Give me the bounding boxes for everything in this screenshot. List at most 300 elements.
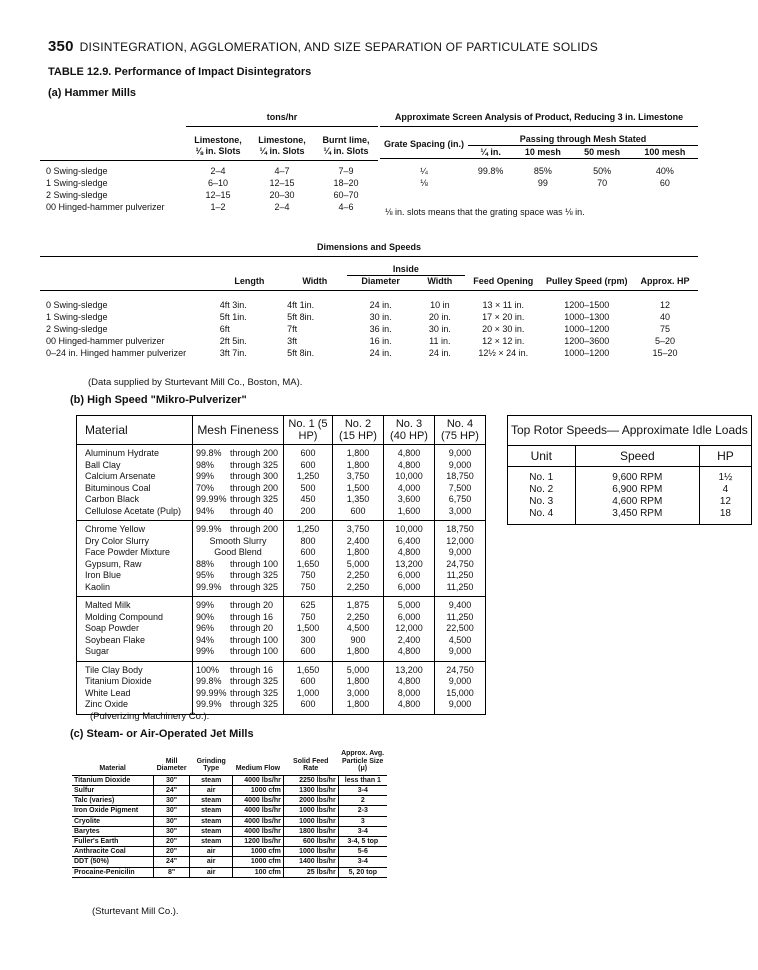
mesh-fineness bbox=[193, 460, 284, 472]
capacity-value: 11,250 bbox=[435, 612, 486, 624]
dimension-column-header: Width bbox=[283, 276, 346, 291]
screen-analysis-table bbox=[380, 108, 698, 189]
fineness-percent: 99.8% bbox=[196, 676, 222, 686]
jet-material: Cryolite bbox=[72, 816, 153, 826]
capacity-value: 600 bbox=[284, 676, 333, 688]
dimension-column-header: Length bbox=[216, 276, 283, 291]
table-row bbox=[508, 467, 752, 485]
jet-feed: 1800 lbs/hr bbox=[283, 826, 338, 836]
fineness-percent: 94% bbox=[196, 505, 215, 516]
jet-type: steam bbox=[190, 826, 233, 836]
fineness-mesh: through 100 bbox=[230, 558, 279, 569]
rotor-speed: 4,600 RPM bbox=[575, 496, 700, 508]
tons-value: 12–15 bbox=[269, 178, 295, 188]
fineness-mesh: through 100 bbox=[230, 634, 279, 645]
mill-name: 1 Swing-sledge bbox=[46, 178, 108, 188]
dimension-column-header: Diameter bbox=[347, 276, 415, 291]
rotor-speed: 3,450 RPM bbox=[575, 508, 700, 525]
hammer-mill-capacity-table bbox=[40, 108, 378, 213]
dimension-value: 4ft 1in. bbox=[287, 300, 315, 310]
table-row bbox=[40, 311, 698, 323]
mesh-column-header: 50 mesh bbox=[573, 146, 632, 159]
fineness-mesh: through 300 bbox=[230, 471, 279, 481]
capacity-value: 15,000 bbox=[435, 688, 486, 700]
passing-value: 50% bbox=[593, 166, 612, 176]
section-a-source: (Data supplied by Sturtevant Mill Co., Boston, MA). bbox=[88, 377, 303, 388]
fineness-mesh: Good Blend bbox=[214, 547, 262, 557]
jet-type: steam bbox=[190, 806, 233, 816]
dimension-value: 20 × 30 in. bbox=[482, 324, 525, 334]
tons-value: 12–15 bbox=[205, 190, 231, 200]
table-row bbox=[77, 445, 486, 460]
table-row bbox=[72, 847, 387, 857]
capacity-value: 4,800 bbox=[384, 676, 435, 688]
rotor-hp: 18 bbox=[700, 508, 752, 525]
jet-feed: 2000 lbs/hr bbox=[283, 796, 338, 806]
page-number: 350 bbox=[48, 38, 74, 55]
rotor-hp: 1½ bbox=[700, 467, 752, 485]
fineness-percent: 99.99% bbox=[196, 494, 227, 504]
capacity-value: 9,000 bbox=[435, 646, 486, 661]
fineness-mesh: through 200 bbox=[230, 448, 279, 458]
passing-value: 99 bbox=[537, 178, 548, 188]
jet-diameter: 20" bbox=[153, 847, 190, 857]
table-row bbox=[72, 796, 387, 806]
jet-type: steam bbox=[190, 796, 233, 806]
capacity-value: 4,800 bbox=[384, 646, 435, 661]
dimension-value: 17 × 20 in. bbox=[482, 312, 525, 322]
mill-name: 0–24 in. Hinged hammer pulverizer bbox=[46, 348, 187, 358]
passing-value: 99.8% bbox=[477, 166, 504, 176]
capacity-value: 2,250 bbox=[333, 570, 384, 582]
dimension-value: 1000–1200 bbox=[564, 324, 610, 334]
tons-value: 4–7 bbox=[274, 166, 290, 176]
mesh-fineness bbox=[193, 688, 284, 700]
mesh-fineness bbox=[193, 506, 284, 521]
table-row bbox=[77, 635, 486, 647]
material-name: Chrome Yellow bbox=[77, 521, 193, 536]
dimension-value: 7ft bbox=[287, 324, 298, 334]
jet-column-header: Medium Flow bbox=[235, 765, 281, 773]
material-name: Soybean Flake bbox=[85, 634, 146, 645]
jet-size: 3-4 bbox=[338, 826, 387, 836]
table-row bbox=[77, 688, 486, 700]
mesh-fineness bbox=[193, 582, 284, 597]
capacity-value: 4,800 bbox=[384, 460, 435, 472]
jet-material: Titanium Dioxide bbox=[72, 775, 153, 785]
fineness-mesh: Smooth Slurry bbox=[209, 535, 267, 546]
tons-value: 1–2 bbox=[210, 202, 226, 212]
capacity-value: 2,400 bbox=[384, 635, 435, 647]
mikro-column-header: No. 4 (75 HP) bbox=[435, 416, 486, 445]
jet-flow: 1000 cfm bbox=[233, 857, 284, 867]
fineness-percent: 99.8% bbox=[196, 448, 222, 458]
mikro-pulverizer-table bbox=[76, 415, 486, 715]
mesh-fineness bbox=[193, 494, 284, 506]
fineness-mesh: through 200 bbox=[230, 524, 279, 534]
table-row bbox=[77, 646, 486, 661]
rotor-speed: 9,600 RPM bbox=[575, 467, 700, 485]
material-name: Bituminous Coal bbox=[85, 482, 151, 493]
mesh-fineness bbox=[193, 521, 284, 536]
capacity-value: 750 bbox=[284, 582, 333, 597]
passing-group-header: Passing through Mesh Stated bbox=[468, 127, 698, 146]
material-name: Dry Color Slurry bbox=[85, 535, 150, 546]
jet-feed: 1000 lbs/hr bbox=[283, 806, 338, 816]
jet-feed: 1300 lbs/hr bbox=[283, 785, 338, 795]
rotor-hp: 4 bbox=[700, 484, 752, 496]
jet-flow: 1000 cfm bbox=[233, 785, 284, 795]
capacity-value: 3,600 bbox=[384, 494, 435, 506]
capacity-value: 24,750 bbox=[435, 559, 486, 571]
fineness-percent: 96% bbox=[196, 623, 215, 633]
passing-value: 70 bbox=[597, 178, 608, 188]
mesh-column-header: 10 mesh bbox=[513, 146, 572, 159]
capacity-value: 3,750 bbox=[333, 471, 384, 483]
table-row bbox=[77, 521, 486, 536]
dimensions-table bbox=[40, 238, 698, 359]
material-name: Aluminum Hydrate bbox=[85, 448, 160, 458]
capacity-value: 600 bbox=[284, 646, 333, 661]
rotor-column-header: Speed bbox=[575, 446, 700, 467]
mesh-fineness bbox=[193, 646, 284, 661]
capacity-value: 13,200 bbox=[384, 559, 435, 571]
dimension-value: 3ft bbox=[287, 336, 298, 346]
jet-column-header: Mill Diameter bbox=[156, 757, 187, 773]
capacity-value: 4,000 bbox=[384, 483, 435, 495]
jet-diameter: 8" bbox=[153, 867, 190, 877]
table-row bbox=[72, 816, 387, 826]
mill-name: 0 Swing-sledge bbox=[46, 166, 108, 176]
material-name: Face Powder Mixture bbox=[85, 547, 171, 557]
jet-size: less than 1 bbox=[338, 775, 387, 785]
jet-material: Talc (varies) bbox=[72, 796, 153, 806]
jet-diameter: 30" bbox=[153, 806, 190, 816]
capacity-value: 8,000 bbox=[384, 688, 435, 700]
dimension-value: 40 bbox=[660, 312, 671, 322]
jet-feed: 1400 lbs/hr bbox=[283, 857, 338, 867]
capacity-value: 5,000 bbox=[333, 661, 384, 676]
fineness-percent: 70% bbox=[196, 482, 215, 493]
fineness-percent: 90% bbox=[196, 611, 215, 622]
capacity-value: 6,750 bbox=[435, 494, 486, 506]
table-row bbox=[77, 536, 486, 548]
tons-group-header: tons/hr bbox=[186, 108, 378, 127]
mesh-fineness bbox=[193, 559, 284, 571]
mesh-column-header: 100 mesh bbox=[632, 146, 698, 159]
mesh-fineness bbox=[193, 483, 284, 495]
mill-name: 1 Swing-sledge bbox=[46, 312, 108, 322]
material-name: Calcium Arsenate bbox=[85, 471, 156, 481]
capacity-value: 1,800 bbox=[333, 646, 384, 661]
dimension-value: 24 in. bbox=[369, 348, 392, 358]
table-row bbox=[77, 661, 486, 676]
jet-flow: 1000 cfm bbox=[233, 847, 284, 857]
capacity-value: 4,800 bbox=[384, 445, 435, 460]
material-name: Kaolin bbox=[85, 581, 111, 592]
capacity-value: 4,800 bbox=[384, 699, 435, 714]
mikro-column-header: No. 1 (5 HP) bbox=[284, 416, 333, 445]
capacity-value: 600 bbox=[284, 547, 333, 559]
mikro-column-header: Material bbox=[77, 416, 193, 445]
mill-header-spacer bbox=[40, 127, 186, 161]
table-row bbox=[40, 189, 378, 201]
capacity-value: 7,500 bbox=[435, 483, 486, 495]
table-row bbox=[77, 494, 486, 506]
material-name: Zinc Oxide bbox=[85, 699, 129, 709]
capacity-value: 10,000 bbox=[384, 471, 435, 483]
table-row bbox=[72, 867, 387, 877]
capacity-value: 900 bbox=[333, 635, 384, 647]
table-row bbox=[77, 471, 486, 483]
fineness-percent: 99.99% bbox=[196, 687, 227, 698]
jet-size: 3-4, 5 top bbox=[338, 837, 387, 847]
screen-analysis-title: Approximate Screen Analysis of Product, Reducing 3 in. Limestone bbox=[380, 108, 698, 127]
material-name: Carbon Black bbox=[85, 494, 140, 504]
capacity-value: 1,250 bbox=[284, 471, 333, 483]
fineness-mesh: through 16 bbox=[230, 611, 274, 622]
dimension-value: 12 bbox=[660, 300, 671, 310]
tons-value: 7–9 bbox=[338, 166, 354, 176]
jet-flow: 100 cfm bbox=[233, 867, 284, 877]
jet-size: 3 bbox=[338, 816, 387, 826]
tons-value: 18–20 bbox=[333, 178, 359, 188]
capacity-value: 600 bbox=[284, 460, 333, 472]
capacity-value: 1,350 bbox=[333, 494, 384, 506]
tons-column-header: Limestone, ⅛ in. Slots bbox=[186, 127, 250, 161]
capacity-value: 3,000 bbox=[435, 506, 486, 521]
dimension-value: 13 × 11 in. bbox=[482, 300, 525, 310]
screen-note: ⅛ in. slots means that the grating space was ⅛ in. bbox=[385, 207, 585, 217]
capacity-value: 6,400 bbox=[384, 536, 435, 548]
capacity-value: 1,000 bbox=[284, 688, 333, 700]
jet-feed: 600 lbs/hr bbox=[283, 837, 338, 847]
capacity-value: 5,000 bbox=[333, 559, 384, 571]
fineness-percent: 95% bbox=[196, 570, 215, 580]
capacity-value: 300 bbox=[284, 635, 333, 647]
table-row bbox=[380, 177, 698, 189]
table-row bbox=[508, 484, 752, 496]
passing-value: 60 bbox=[659, 178, 670, 188]
capacity-value: 2,250 bbox=[333, 582, 384, 597]
dimension-value: 6ft bbox=[219, 324, 230, 334]
jet-flow: 4000 lbs/hr bbox=[233, 796, 284, 806]
table-row bbox=[77, 547, 486, 559]
running-title: DISINTEGRATION, AGGLOMERATION, AND SIZE SEPARATION OF PARTICULATE SOLIDS bbox=[79, 40, 598, 54]
capacity-value: 18,750 bbox=[435, 521, 486, 536]
capacity-value: 1,800 bbox=[333, 676, 384, 688]
tons-value: 6–10 bbox=[207, 178, 229, 188]
table-row bbox=[77, 623, 486, 635]
dimension-value: 12½ × 24 in. bbox=[478, 348, 529, 358]
table-row bbox=[77, 582, 486, 597]
fineness-mesh: through 200 bbox=[230, 482, 279, 493]
dimension-value: 4ft 3in. bbox=[219, 300, 247, 310]
capacity-value: 600 bbox=[333, 506, 384, 521]
passing-value: 85% bbox=[533, 166, 552, 176]
capacity-value: 600 bbox=[284, 445, 333, 460]
table-row bbox=[508, 496, 752, 508]
fineness-mesh: through 40 bbox=[230, 505, 274, 516]
mesh-column-header: ¼ in. bbox=[468, 146, 513, 159]
tons-value: 4–6 bbox=[338, 202, 354, 212]
jet-feed: 25 lbs/hr bbox=[283, 867, 338, 877]
capacity-value: 1,250 bbox=[284, 521, 333, 536]
jet-flow: 1200 lbs/hr bbox=[233, 837, 284, 847]
material-name: Molding Compound bbox=[85, 611, 164, 622]
capacity-value: 1,600 bbox=[384, 506, 435, 521]
table-row bbox=[40, 161, 378, 178]
dimension-value: 12 × 12 in. bbox=[482, 336, 525, 346]
dimension-column-header: Feed Opening bbox=[465, 276, 541, 291]
jet-material: Fuller's Earth bbox=[72, 837, 153, 847]
table-row bbox=[72, 806, 387, 816]
jet-size: 3-4 bbox=[338, 785, 387, 795]
mesh-fineness bbox=[193, 570, 284, 582]
rotor-speeds-title: Top Rotor Speeds— Approximate Idle Loads bbox=[508, 416, 752, 446]
inside-group-header: Inside bbox=[347, 257, 466, 276]
section-b-heading: (b) High Speed "Mikro-Pulverizer" bbox=[70, 394, 247, 406]
jet-size: 5-6 bbox=[338, 847, 387, 857]
jet-feed: 2250 lbs/hr bbox=[283, 775, 338, 785]
mesh-fineness bbox=[193, 547, 284, 559]
jet-size: 3-4 bbox=[338, 857, 387, 867]
dimension-value: 5ft 1in. bbox=[219, 312, 247, 322]
dimension-value: 30 in. bbox=[428, 324, 451, 334]
table-row bbox=[77, 570, 486, 582]
capacity-value: 22,500 bbox=[435, 623, 486, 635]
table-row bbox=[40, 323, 698, 335]
mill-name: 00 Hinged-hammer pulverizer bbox=[46, 202, 165, 212]
dimension-value: 5–20 bbox=[655, 336, 676, 346]
capacity-value: 12,000 bbox=[435, 536, 486, 548]
capacity-value: 3,000 bbox=[333, 688, 384, 700]
mill-name: 2 Swing-sledge bbox=[46, 190, 108, 200]
capacity-value: 200 bbox=[284, 506, 333, 521]
material-name: Sugar bbox=[85, 646, 110, 656]
fineness-mesh: through 20 bbox=[230, 623, 274, 633]
capacity-value: 9,000 bbox=[435, 699, 486, 714]
mesh-fineness bbox=[193, 623, 284, 635]
mesh-fineness bbox=[193, 597, 284, 612]
capacity-value: 10,000 bbox=[384, 521, 435, 536]
capacity-value: 800 bbox=[284, 536, 333, 548]
jet-flow: 4000 lbs/hr bbox=[233, 806, 284, 816]
dimension-column-header: Pulley Speed (rpm) bbox=[541, 276, 632, 291]
fineness-percent: 99.9% bbox=[196, 699, 222, 709]
dimension-value: 3ft 7in. bbox=[219, 348, 247, 358]
rotor-speeds-table bbox=[507, 415, 752, 525]
capacity-value: 450 bbox=[284, 494, 333, 506]
tons-value: 2–4 bbox=[274, 202, 290, 212]
table-row bbox=[380, 159, 698, 178]
table-row bbox=[77, 597, 486, 612]
jet-material: Iron Oxide Pigment bbox=[72, 806, 153, 816]
capacity-value: 6,000 bbox=[384, 582, 435, 597]
jet-diameter: 24" bbox=[153, 857, 190, 867]
mesh-fineness bbox=[193, 676, 284, 688]
section-c-heading: (c) Steam- or Air-Operated Jet Mills bbox=[70, 728, 254, 740]
tons-value: 20–30 bbox=[269, 190, 295, 200]
jet-diameter: 30" bbox=[153, 816, 190, 826]
fineness-percent: 88% bbox=[196, 558, 215, 569]
jet-size: 2 bbox=[338, 796, 387, 806]
fineness-mesh: through 325 bbox=[230, 570, 279, 580]
table-row bbox=[40, 335, 698, 347]
rotor-unit: No. 2 bbox=[529, 484, 554, 495]
dimension-value: 1000–1200 bbox=[564, 348, 610, 358]
jet-type: steam bbox=[190, 837, 233, 847]
capacity-value: 11,250 bbox=[435, 582, 486, 597]
jet-type: air bbox=[190, 847, 233, 857]
mill-name: 00 Hinged-hammer pulverizer bbox=[46, 336, 165, 346]
dimension-value: 1200–3600 bbox=[564, 336, 610, 346]
mesh-fineness bbox=[193, 471, 284, 483]
table-row bbox=[77, 612, 486, 624]
mill-header-spacer bbox=[40, 276, 216, 291]
capacity-value: 1,800 bbox=[333, 445, 384, 460]
dimension-value: 24 in. bbox=[428, 348, 451, 358]
jet-flow: 4000 lbs/hr bbox=[233, 775, 284, 785]
dimension-value: 20 in. bbox=[428, 312, 451, 322]
capacity-value: 6,000 bbox=[384, 612, 435, 624]
capacity-value: 2,250 bbox=[333, 612, 384, 624]
table-row bbox=[77, 483, 486, 495]
jet-diameter: 30" bbox=[153, 775, 190, 785]
fineness-mesh: through 16 bbox=[230, 664, 274, 675]
dimension-value: 2ft 5in. bbox=[219, 336, 247, 346]
jet-material: Barytes bbox=[72, 826, 153, 836]
passing-value: 40% bbox=[655, 166, 674, 176]
rotor-column-header: HP bbox=[700, 446, 752, 467]
table-row bbox=[77, 506, 486, 521]
table-row bbox=[72, 775, 387, 785]
capacity-value: 6,000 bbox=[384, 570, 435, 582]
section-b-source: (Pulverizing Machinery Co.). bbox=[90, 711, 210, 722]
fineness-mesh: through 20 bbox=[230, 600, 274, 610]
capacity-value: 1,650 bbox=[284, 661, 333, 676]
jet-column-header: Material bbox=[99, 765, 126, 773]
jet-mills-table bbox=[72, 750, 387, 878]
rotor-hp: 12 bbox=[700, 496, 752, 508]
jet-flow: 4000 lbs/hr bbox=[233, 816, 284, 826]
capacity-value: 9,000 bbox=[435, 547, 486, 559]
material-name: Titanium Dioxide bbox=[85, 676, 152, 686]
capacity-value: 2,400 bbox=[333, 536, 384, 548]
capacity-value: 9,000 bbox=[435, 676, 486, 688]
capacity-value: 12,000 bbox=[384, 623, 435, 635]
table-row bbox=[40, 201, 378, 213]
table-row bbox=[77, 676, 486, 688]
table-row bbox=[40, 291, 698, 312]
capacity-value: 9,000 bbox=[435, 460, 486, 472]
fineness-percent: 99% bbox=[196, 600, 215, 610]
rotor-unit: No. 1 bbox=[529, 472, 554, 483]
dimensions-title: Dimensions and Speeds bbox=[40, 238, 698, 257]
dimension-column-header: Width bbox=[415, 276, 465, 291]
jet-material: Anthracite Coal bbox=[72, 847, 153, 857]
jet-diameter: 30" bbox=[153, 826, 190, 836]
dimension-value: 11 in. bbox=[429, 336, 451, 346]
dimension-value: 1000–1300 bbox=[564, 312, 610, 322]
capacity-value: 9,000 bbox=[435, 445, 486, 460]
table-row bbox=[72, 837, 387, 847]
grate-spacing: ⅛ bbox=[420, 178, 428, 188]
mesh-fineness bbox=[193, 612, 284, 624]
mesh-fineness bbox=[193, 635, 284, 647]
fineness-mesh: through 325 bbox=[230, 687, 279, 698]
grate-spacing: ¼ bbox=[420, 166, 428, 176]
